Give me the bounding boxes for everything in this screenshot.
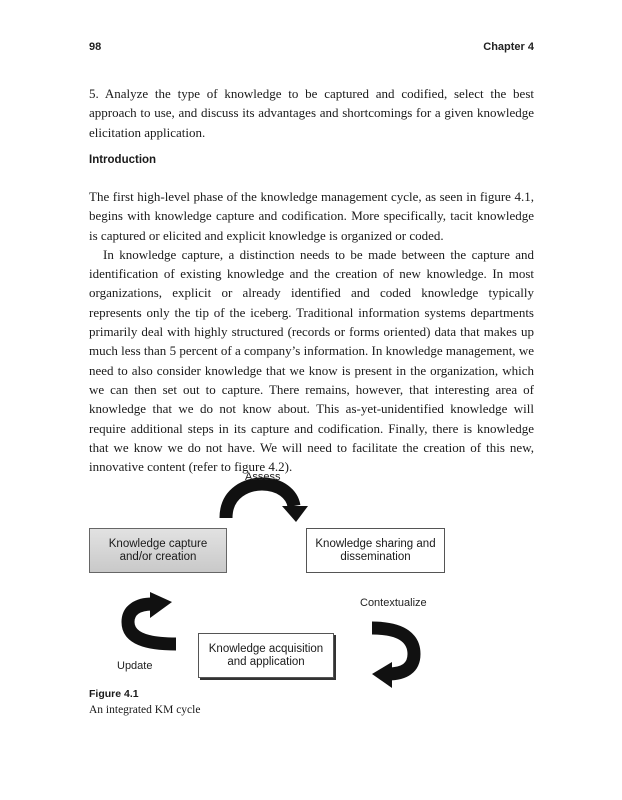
- contextualize-arrow-icon: [372, 628, 414, 688]
- learning-objective: [89, 84, 534, 142]
- update-label: Update: [117, 660, 153, 672]
- paragraph-2: In knowledge capture, a distinction needs to be made between the capture and identification of existing knowledge and the creation of new knowledge. In most organizations, explicit or already identified and coded knowledge typically represents only the tip of the iceberg. Traditional information systems departments primarily deal with highly structured (records or forms oriented) data that makes up much less than 5 percent of a company’s information. In knowledge management, we need to also consider knowledge that we know is present in the organization, which we can then set out to capture. There remains, however, that interesting area of knowledge that we do not know about. This as-yet-unidentified knowledge will require additional steps in its capture and codification. Finally, there is knowledge that we know we do not have. We will need to facilitate the creation of this new, innovative content (refer to figure 4.2).: [89, 246, 534, 475]
- page-number: 98: [89, 41, 102, 53]
- body-text: [89, 187, 534, 476]
- capture-creation-box: Knowledge capture and/or creation: [89, 528, 227, 573]
- figure-caption: An integrated KM cycle: [89, 704, 201, 716]
- running-head: Chapter 4: [483, 41, 534, 53]
- objective-text: 5. Analyze the type of knowledge to be captured and codified, select the best approach to use, and discuss its advantages and shortcomings for a given knowledge elicitation application.: [89, 86, 534, 140]
- assess-arrow-icon: [226, 484, 308, 522]
- section-heading: Introduction: [89, 154, 157, 166]
- assess-label: Assess: [245, 471, 281, 483]
- update-arrow-icon: [128, 592, 176, 644]
- figure-label: Figure 4.1: [89, 688, 139, 700]
- acquisition-application-box: Knowledge acquisition and application: [198, 633, 334, 678]
- paragraph-1: The first high-level phase of the knowledge management cycle, as seen in figure 4.1, begins with knowledge capture and codification. More specifically, tacit knowledge is captured or elicited and explicit knowledge is organized or coded.: [89, 189, 534, 243]
- contextualize-label: Contextualize: [360, 597, 427, 609]
- sharing-dissemination-box: Knowledge sharing and dissemination: [306, 528, 445, 573]
- km-cycle-diagram: [0, 460, 622, 700]
